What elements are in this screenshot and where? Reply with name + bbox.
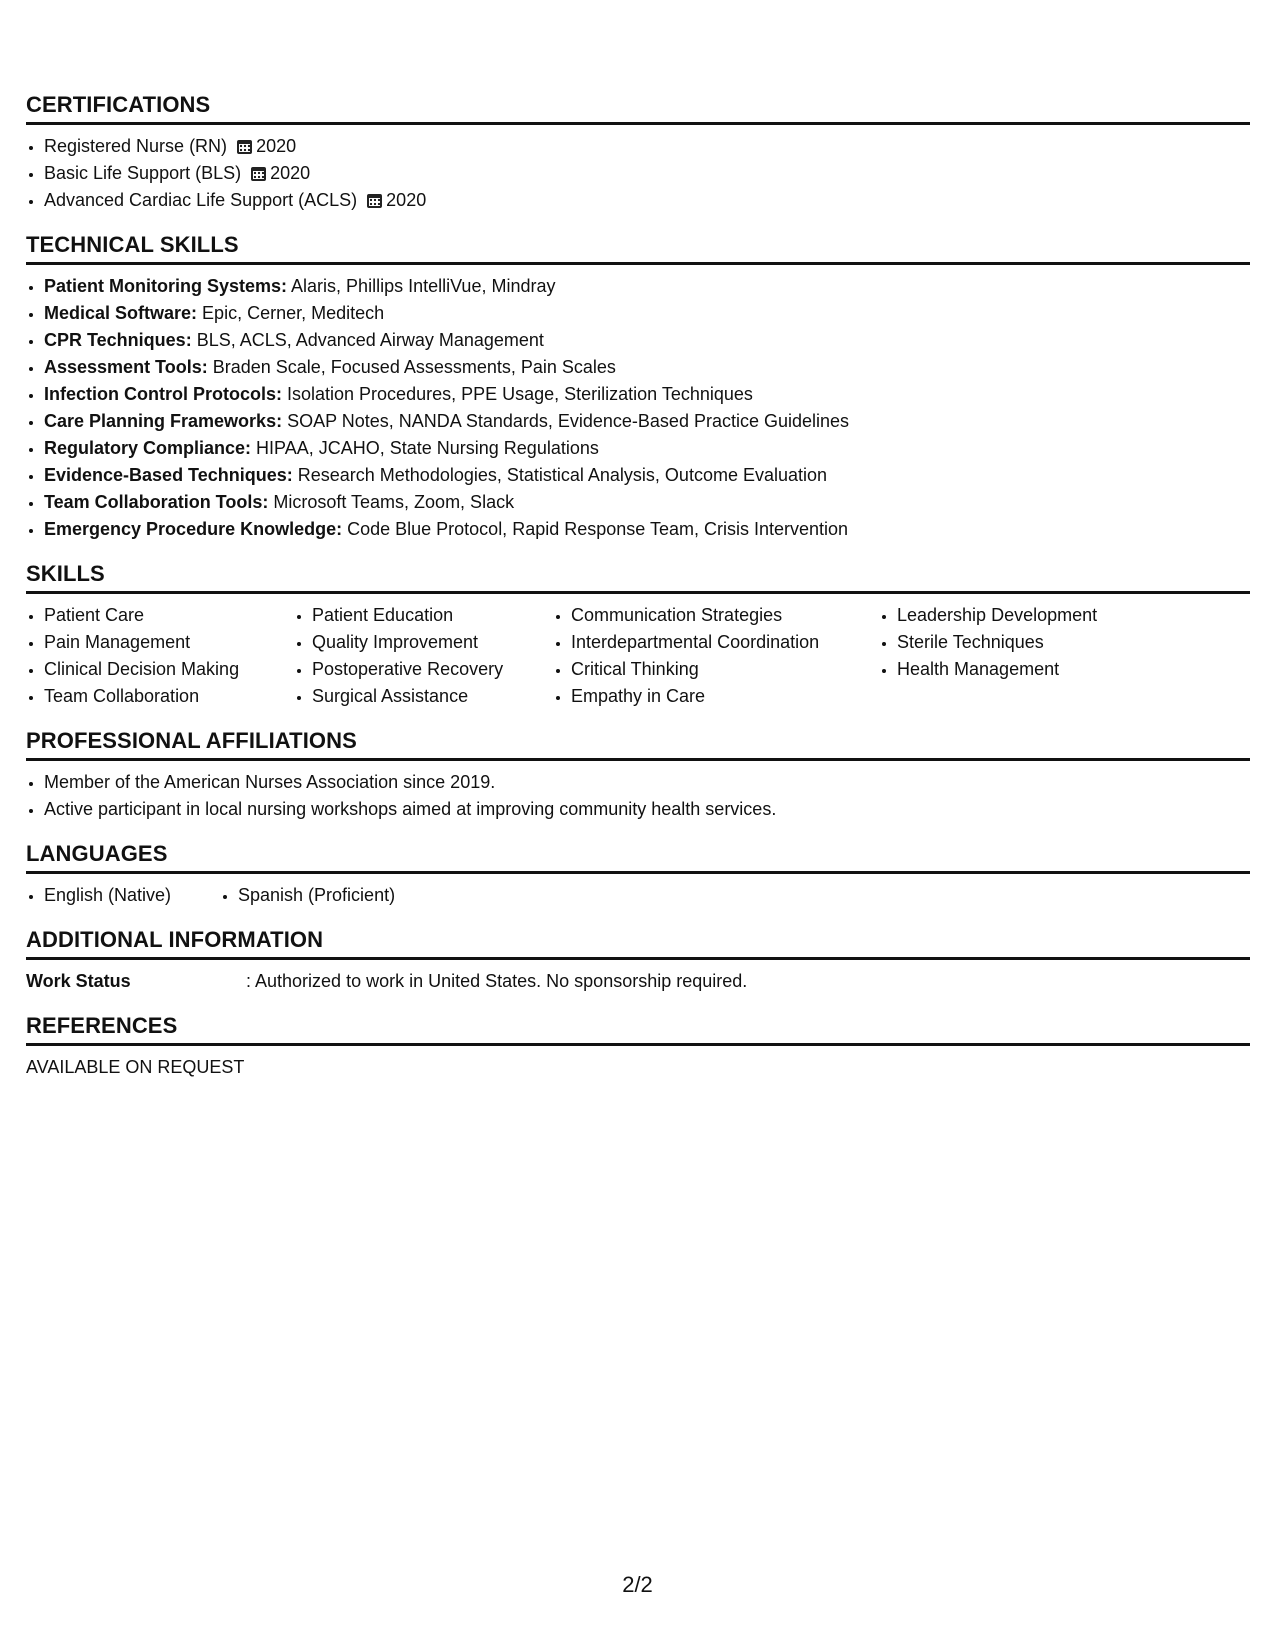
calendar-icon	[367, 194, 382, 208]
list-item: • English (Native)	[44, 882, 220, 909]
work-status-value: : Authorized to work in United States. No sponsorship required.	[246, 971, 748, 991]
list-item: • Critical Thinking	[571, 656, 879, 683]
list-item: • Empathy in Care	[571, 683, 879, 710]
list-item: • Patient Education	[312, 602, 553, 629]
list-item: • Interdepartmental Coordination	[571, 629, 879, 656]
calendar-icon	[251, 167, 266, 181]
languages-row	[26, 882, 1250, 909]
skills-column	[879, 602, 1217, 710]
list-item: • Communication Strategies	[571, 602, 879, 629]
list-item: • Assessment Tools: Braden Scale, Focused Assessments, Pain Scales	[44, 354, 1250, 381]
list-item: • Leadership Development	[897, 602, 1217, 629]
list-item: • Quality Improvement	[312, 629, 553, 656]
section-title: TECHNICAL SKILLS	[26, 232, 1250, 265]
list-item: • Health Management	[897, 656, 1217, 683]
section-title: REFERENCES	[26, 1013, 1250, 1046]
list-item: • Sterile Techniques	[897, 629, 1217, 656]
skills-section	[26, 561, 1250, 710]
work-status-label: Work Status	[26, 971, 131, 991]
resume-page	[26, 92, 1250, 1099]
list-item: • Infection Control Protocols: Isolation Procedures, PPE Usage, Sterilization Techniques	[44, 381, 1250, 408]
list-item: • Member of the American Nurses Association since 2019.	[44, 769, 1250, 796]
section-title: CERTIFICATIONS	[26, 92, 1250, 125]
technical-skills-section	[26, 232, 1250, 543]
affiliations-list	[26, 769, 1250, 823]
calendar-icon	[237, 140, 252, 154]
section-title: SKILLS	[26, 561, 1250, 594]
languages-list	[26, 882, 220, 909]
list-item: • Registered Nurse (RN) 2020	[44, 133, 1250, 160]
list-item: • Advanced Cardiac Life Support (ACLS) 2020	[44, 187, 1250, 214]
work-status-row	[26, 968, 1250, 995]
list-item: • Medical Software: Epic, Cerner, Meditech	[44, 300, 1250, 327]
list-item: • Patient Care	[44, 602, 294, 629]
languages-list	[220, 882, 395, 909]
list-item: • Basic Life Support (BLS) 2020	[44, 160, 1250, 187]
list-item: • Active participant in local nursing workshops aimed at improving community health services.	[44, 796, 1250, 823]
list-item: • Surgical Assistance	[312, 683, 553, 710]
technical-skills-list	[26, 273, 1250, 543]
list-item: • Pain Management	[44, 629, 294, 656]
affiliations-section	[26, 728, 1250, 823]
list-item: • Emergency Procedure Knowledge: Code Blue Protocol, Rapid Response Team, Crisis Intervention	[44, 516, 1250, 543]
section-title: LANGUAGES	[26, 841, 1250, 874]
list-item: • Evidence-Based Techniques: Research Methodologies, Statistical Analysis, Outcome Evaluation	[44, 462, 1250, 489]
list-item: • Regulatory Compliance: HIPAA, JCAHO, State Nursing Regulations	[44, 435, 1250, 462]
skills-grid	[26, 602, 1250, 710]
references-section	[26, 1013, 1250, 1081]
certifications-list	[26, 133, 1250, 214]
list-item: • Team Collaboration	[44, 683, 294, 710]
skills-column	[26, 602, 294, 710]
list-item: • Patient Monitoring Systems: Alaris, Phillips IntelliVue, Mindray	[44, 273, 1250, 300]
list-item: • Team Collaboration Tools: Microsoft Teams, Zoom, Slack	[44, 489, 1250, 516]
section-title: ADDITIONAL INFORMATION	[26, 927, 1250, 960]
list-item: • Clinical Decision Making	[44, 656, 294, 683]
certifications-section	[26, 92, 1250, 214]
list-item: • CPR Techniques: BLS, ACLS, Advanced Airway Management	[44, 327, 1250, 354]
list-item: • Postoperative Recovery	[312, 656, 553, 683]
skills-column	[294, 602, 553, 710]
skills-column	[553, 602, 879, 710]
page-number: 2/2	[622, 1572, 653, 1597]
section-title: PROFESSIONAL AFFILIATIONS	[26, 728, 1250, 761]
additional-info-section	[26, 927, 1250, 995]
references-text: AVAILABLE ON REQUEST	[26, 1057, 245, 1077]
list-item: • Care Planning Frameworks: SOAP Notes, NANDA Standards, Evidence-Based Practice Guidelines	[44, 408, 1250, 435]
languages-section	[26, 841, 1250, 909]
list-item: • Spanish (Proficient)	[238, 882, 395, 909]
